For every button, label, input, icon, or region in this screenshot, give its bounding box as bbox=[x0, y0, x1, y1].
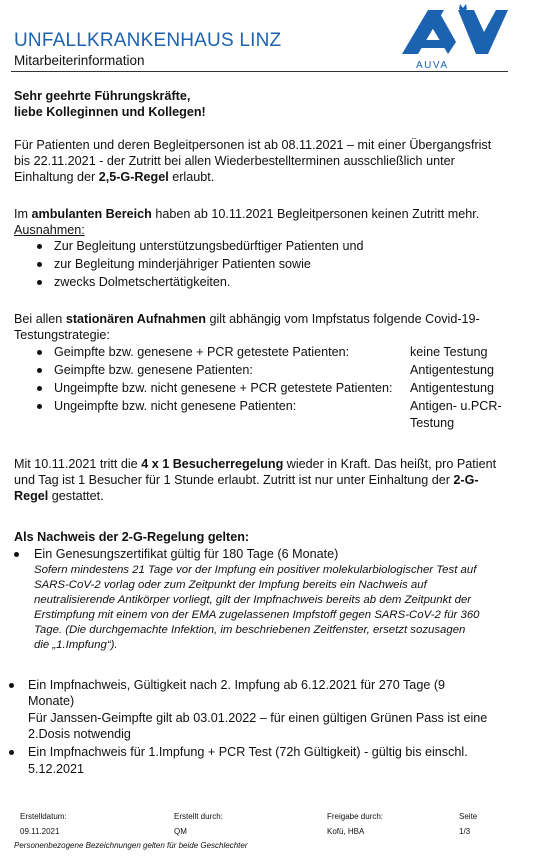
bullet-dot bbox=[37, 368, 42, 373]
approved-by-label: Freigabe durch: bbox=[327, 812, 384, 821]
testing-status: Ungeimpfte bzw. nicht genesene + PCR getestete Patienten: bbox=[54, 381, 393, 395]
testing-status: Ungeimpfte bzw. nicht genesene Patienten: bbox=[54, 399, 297, 413]
exception-item: zur Begleitung minderjähriger Patienten sowie bbox=[54, 257, 311, 271]
proof-item-first-dose-cont: 5.12.2021 bbox=[28, 762, 85, 776]
proof-note-line: Sofern mindestens 21 Tage vor der Impfung ein positiver molekularbiologischer Test auf bbox=[34, 564, 477, 576]
created-by: QM bbox=[174, 827, 187, 836]
approved-by: Kofü, HBA bbox=[327, 827, 365, 836]
visitor-rule-line-1: Mit 10.11.2021 tritt die 4 x 1 Besucherregelung wieder in Kraft. Das heißt, pro Patient bbox=[14, 457, 497, 471]
page-label: Seite bbox=[459, 812, 478, 821]
bullet-dot bbox=[9, 683, 14, 688]
logo-text: AUVA bbox=[416, 60, 449, 71]
proof-item-janssen-cont: 2.Dosis notwendig bbox=[28, 727, 131, 741]
stationaer-line-1: Bei allen stationären Aufnahmen gilt abhängig vom Impfstatus folgende Covid-19- bbox=[14, 312, 480, 326]
stationaer-line-2: Testungstrategie: bbox=[14, 328, 110, 342]
intro-line-2: bis 22.11.2021 - der Zutritt bei allen Wiederbestellterminen ausschließlich unter bbox=[14, 154, 455, 168]
proof-note-line: Tage. (Die durchgemachte Infektion, im beschriebenen Zeitfenster, ersetzt sozusagen bbox=[34, 624, 466, 636]
exceptions-label: Ausnahmen: bbox=[14, 223, 85, 237]
auva-logo bbox=[400, 2, 510, 72]
proof-item-first-dose: Ein Impfnachweis für 1.Impfung + PCR Test (72h Gültigkeit) - gültig bis einschl. bbox=[28, 745, 468, 759]
exception-item: Zur Begleitung unterstützungsbedürftiger Patienten und bbox=[54, 239, 364, 253]
visitor-rule-line-2: und Tag ist 1 Besucher für 1 Stunde erlaubt. Zutritt ist nur unter Einhaltung der 2-G- bbox=[14, 473, 479, 487]
proof-note-line: SARS-CoV-2 vorlag oder zum Zeitpunkt der Impfung bereits ein Nachweis auf bbox=[34, 579, 427, 591]
proof-item-vaccination: Ein Impfnachweis, Gültigkeit nach 2. Impfung ab 6.12.2021 für 270 Tage (9 bbox=[28, 678, 446, 692]
bullet-dot bbox=[37, 386, 42, 391]
hospital-title: UNFALLKRANKENHAUS LINZ bbox=[14, 30, 282, 51]
bullet-dot bbox=[37, 350, 42, 355]
testing-requirement: keine Testung bbox=[410, 345, 488, 359]
proof-note-line: neutralisierende Antikörper vorliegt, gilt der Impfnachweis bereits ab dem Zeitpunkt der bbox=[34, 594, 472, 606]
created-date-label: Erstelldatum: bbox=[20, 812, 67, 821]
bullet-dot bbox=[37, 262, 42, 267]
greeting-line-2: liebe Kolleginnen und Kollegen! bbox=[14, 105, 206, 119]
proof-note-line: die „1.Impfung“). bbox=[34, 639, 118, 651]
created-date: 09.11.2021 bbox=[20, 827, 60, 836]
ambulant-paragraph: Im ambulanten Bereich haben ab 10.11.2021 Begleitpersonen keinen Zutritt mehr. bbox=[14, 207, 480, 221]
testing-requirement-cont: Testung bbox=[410, 416, 455, 430]
gender-note: Personenbezogene Bezeichnungen gelten für beide Geschlechter bbox=[14, 841, 248, 850]
bullet-dot bbox=[37, 244, 42, 249]
intro-line-3: Einhaltung der 2,5-G-Regel erlaubt. bbox=[14, 170, 215, 184]
document-subtitle: Mitarbeiterinformation bbox=[14, 53, 145, 68]
bullet-dot bbox=[37, 280, 42, 285]
bullet-dot bbox=[37, 404, 42, 409]
bullet-dot bbox=[14, 552, 19, 557]
greeting-line-1: Sehr geehrte Führungskräfte, bbox=[14, 89, 191, 103]
testing-requirement: Antigentestung bbox=[410, 363, 495, 377]
proof-item-recovery: Ein Genesungszertifikat gültig für 180 Tage (6 Monate) bbox=[34, 547, 339, 561]
intro-line-1: Für Patienten und deren Begleitpersonen ist ab 08.11.2021 – mit einer Übergangsfrist bbox=[14, 138, 492, 152]
testing-status: Geimpfte bzw. genesene Patienten: bbox=[54, 363, 253, 377]
created-by-label: Erstellt durch: bbox=[174, 812, 223, 821]
bullet-dot bbox=[9, 750, 14, 755]
proof-item-janssen: Für Janssen-Geimpfte gilt ab 03.01.2022 – für einen gültigen Grünen Pass ist eine bbox=[28, 711, 488, 725]
testing-requirement: Antigen- u.PCR- bbox=[410, 399, 502, 413]
proof-heading: Als Nachweis der 2-G-Regelung gelten: bbox=[14, 530, 250, 544]
page-number: 1/3 bbox=[459, 827, 471, 836]
rule-25g: 2,5-G-Regel bbox=[98, 170, 169, 184]
testing-requirement: Antigentestung bbox=[410, 381, 495, 395]
testing-status: Geimpfte bzw. genesene + PCR getestete Patienten: bbox=[54, 345, 350, 359]
proof-item-vaccination-cont: Monate) bbox=[28, 694, 75, 708]
proof-note-line: Erstimpfung mit einem von der EMA zugelassenen Impfstoff gegen SARS-CoV-2 für 360 bbox=[34, 609, 480, 621]
exception-item: zwecks Dolmetschertätigkeiten. bbox=[54, 275, 231, 289]
visitor-rule-line-3: Regel gestattet. bbox=[14, 489, 104, 503]
